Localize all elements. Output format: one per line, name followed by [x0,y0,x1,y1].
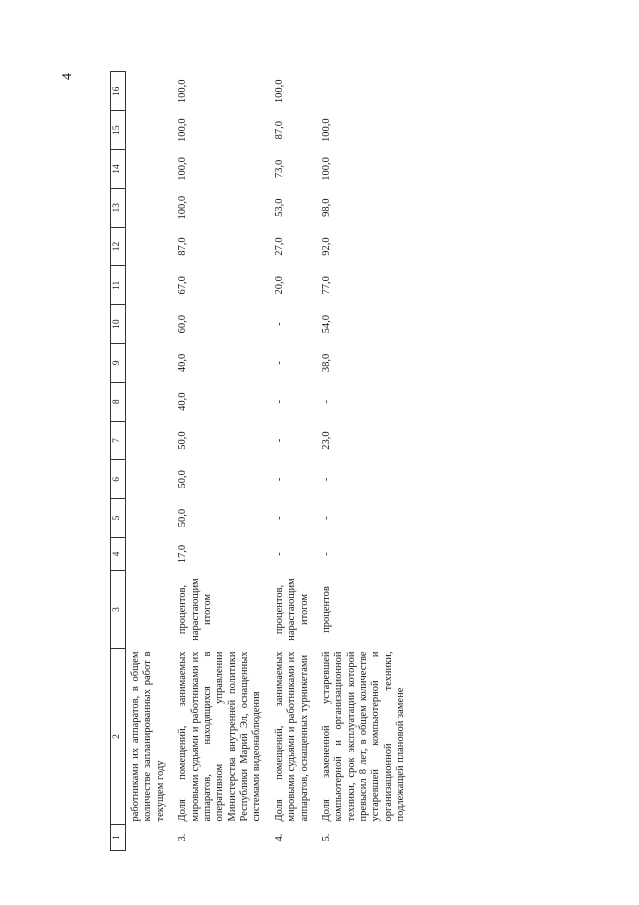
value-cell: 50,0 [177,508,189,528]
value-cell: 50,0 [177,431,189,450]
table-row [270,72,317,851]
value-cell: 20,0 [273,276,285,295]
row-number [126,825,174,851]
value-cell: 67,0 [177,276,189,295]
value-cell: 98,0 [320,198,332,217]
column-header: 1 [111,825,126,851]
table-row [126,72,174,851]
value-cell: 92,0 [320,237,332,256]
value-cell [126,72,174,111]
column-header: 2 [111,649,126,825]
value-cell: 23,0 [320,431,332,450]
indicators-table [110,71,414,851]
value-cell: 40,0 [177,353,189,373]
column-header: 16 [111,72,126,111]
value-cell: 100,0 [177,79,189,104]
value-cell: 100,0 [273,79,285,104]
value-cell: 87,0 [177,237,189,256]
value-cell: - [273,516,285,520]
value-cell [126,421,174,460]
row-number: 3. [177,833,189,842]
unit-cell: процентов, нарастающим итогом [177,578,213,641]
value-cell: - [320,552,332,556]
indicator-text: Доля помещений, занимаемых мировыми судьями и работниками их аппаратов, находящихся в оперативном управлении Министерства внутренней политики Республики Марий Эл, оснащенных системами видеонаблюдения [177,651,263,822]
value-cell: 100,0 [177,157,189,181]
value-cell [126,538,174,571]
value-cell: 54,0 [320,314,332,334]
unit-cell [126,571,174,649]
column-header: 12 [111,227,126,266]
page-number: 4 [60,73,75,80]
column-header: 10 [111,305,126,344]
value-cell: - [273,399,285,404]
value-cell: - [273,361,285,365]
column-header: 9 [111,344,126,383]
column-header: 5 [111,499,126,538]
value-cell [126,499,174,538]
value-cell: 87,0 [273,120,285,140]
value-cell: - [273,322,285,326]
row-number: 5. [320,833,332,842]
value-cell: - [320,516,332,520]
value-cell: 100,0 [320,118,332,142]
value-cell: 38,0 [320,353,332,373]
table-row [173,72,270,851]
value-cell: 60,0 [177,314,189,334]
value-cell: 40,0 [177,392,189,411]
column-header: 8 [111,382,126,421]
table-row [317,72,414,851]
unit-cell: процентов [320,586,332,633]
value-cell: 50,0 [177,470,189,489]
value-cell: - [273,438,285,443]
column-header: 15 [111,111,126,150]
value-cell: 27,0 [273,237,285,256]
value-cell: - [273,477,285,482]
indicator-text: работниками их аппаратов, в общем количестве запланированных работ в текущем году [130,651,166,822]
value-cell: - [320,477,332,482]
value-cell: 100,0 [177,195,189,220]
value-cell: 100,0 [177,118,189,142]
value-cell [126,150,174,189]
column-header: 4 [111,538,126,571]
value-cell: - [273,552,285,556]
value-cell: 73,0 [273,159,285,179]
column-header: 14 [111,150,126,189]
column-header: 7 [111,421,126,460]
value-cell [126,305,174,344]
value-cell [126,188,174,227]
unit-cell: процентов, нарастающим итогом [273,578,310,641]
indicator-text: Доля помещений, занимаемых мировыми судьями и работниками их аппаратов, оснащенных турникетами [273,651,310,822]
rotated-table-container [60,73,600,851]
column-header: 3 [111,571,126,649]
column-header: 11 [111,266,126,305]
column-header: 13 [111,188,126,227]
value-cell [126,111,174,150]
value-cell [317,72,414,111]
row-number: 4. [273,833,285,842]
value-cell [126,460,174,499]
indicator-text: Доля замененной устаревшей компьютерной и организационной техники, срок эксплуатации которой превысил 8 лет, в общем количестве устаревшей компьютерной и организационной техники, подлежащей плановой замене [320,651,407,822]
column-number-row [111,72,126,851]
value-cell: - [320,399,332,404]
value-cell: 100,0 [320,157,332,181]
column-header: 6 [111,460,126,499]
value-cell [126,227,174,266]
value-cell: 17,0 [177,544,189,564]
value-cell: 53,0 [273,198,285,217]
value-cell: 77,0 [320,276,332,295]
value-cell [126,344,174,383]
value-cell [126,266,174,305]
value-cell [126,382,174,421]
